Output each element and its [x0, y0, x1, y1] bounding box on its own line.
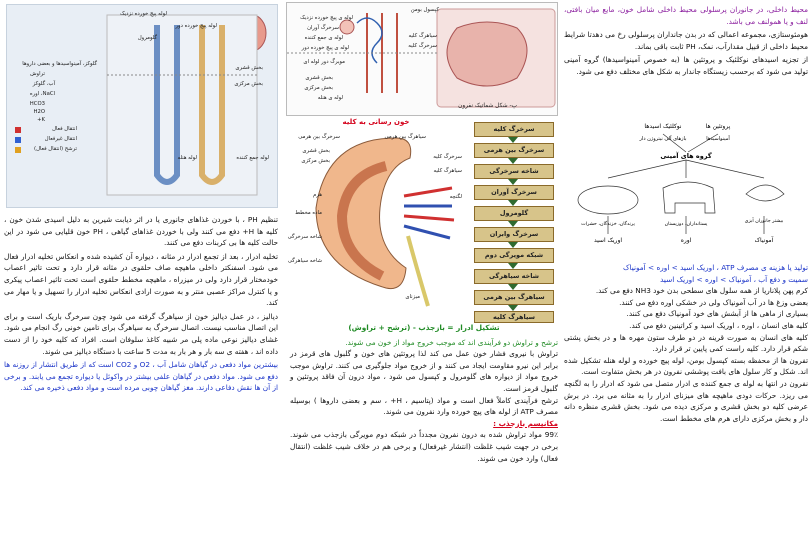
paragraph-human-kidneys: کلیه های انسان ، اوره ، اوریک اسید و کراتینین دفع می کند.	[629, 320, 808, 330]
label-renal-vein: سیاهرگ کلیه	[408, 33, 437, 39]
label-interlobar-artery: سرخرگ بین هرمی	[298, 134, 340, 140]
flow-step-7: شبکه مویرگی دوم	[474, 248, 554, 263]
label-urea: اوره	[680, 237, 692, 244]
label-afferent-arteriole: سرخرگ آوران	[307, 25, 339, 31]
label-kidney-cortex: بخش قشری	[302, 148, 330, 154]
paragraph-fish: بسیاری از ماهی ها از آبشش های خود آمونیاک دفع می کنند.	[626, 309, 808, 319]
label-distal-tubule: لوله ی پیچ خورده دور	[301, 45, 349, 51]
label-top-distal: لوله پیچ خورده دور	[175, 23, 217, 29]
paragraph-reabsorption: 99٪ مواد تراوش شده به درون نفرون مجدداً در شبکه دوم مویرگی بازجذب می شوند. برخی در جهت شیب غلظت (انتشار غیرفعال) و برخی هم در خلاف شیب غلظت (انتقال فعال) وارد خون می شوند.	[290, 430, 558, 463]
paragraph-frogs: بعضی وزغ ها در آب آمونیاک ولی در خشکی اوره دفع می کنند.	[619, 297, 808, 307]
label-nitrogen-bases: بازهای آلی نیتروژن دار	[639, 136, 687, 142]
label-bicarbonate: HCO3	[29, 101, 45, 107]
paragraph-secretion: ترشح فرآیندی کاملاً فعال است و مواد (پتاسیم ، H+ ، سم و بعضی داروها ) بوسیله مصرف ATP از لوله های پیچ خورده وارد نفرون می شوند.	[290, 395, 558, 417]
label-collecting-duct: لوله ی جمع کننده	[304, 35, 343, 41]
label-nacl-urea: NaCl، اوره	[29, 91, 55, 97]
column-right	[564, 0, 808, 543]
label-amino-acids: آمینواسیدها	[706, 136, 730, 142]
flow-step-2: سرخرگ بین هرمی	[474, 143, 554, 158]
paragraph-plant-excretion: بیشترین مواد دفعی در گیاهان شامل آب ، O2 و CO2 است که از طریق انتشار از روزنه ها دفع می شود. مواد دفعی در گیاهان علفی بیشتر در واکوئل یا دیواره تجمع می یابند. و برخی از آن ها نقش دفاعی دارند. مغز گیاهان چوبی مرده است و مواد دفعی ذخیره می کند.	[4, 360, 278, 393]
paragraph-planaria: کرم پهن پلاناریا از همه سلول های سطحی بدن خود NH3 دفع می کند.	[595, 286, 808, 296]
label-water-glucose: آب، گلوکز	[32, 81, 55, 87]
label-kidney-vein: سیاهرگ کلیه	[433, 168, 462, 174]
label-arterial-branch: شاخه سرخرگی	[287, 234, 322, 240]
nitrogen-waste-figure	[568, 118, 804, 258]
flow-step-4: سرخرگ آوران	[474, 185, 554, 200]
paragraph-amine-groups: از تجزیه اسیدهای نوکلئیک و پروتئین ها (به خصوص آمینواسیدها) گروه آمینی تولید می شود که برحسب زیستگاه جاندار به شکل های مختلف دفع می شود.	[564, 55, 808, 76]
label-cortex: بخش قشری	[305, 75, 333, 81]
label-pyramid: هرم	[313, 192, 322, 198]
blood-flow-chart	[474, 122, 554, 322]
label-bowman-capsule: کپسول بومن	[410, 7, 439, 13]
label-loop-of-henle: لوله ی هنله	[317, 95, 343, 101]
legend-active: انتقال فعال	[52, 126, 77, 132]
label-proximal-tubule: لوله ی پیچ خورده نزدیک	[300, 15, 353, 21]
label-potassium: K+	[37, 117, 45, 123]
label-kidney-medulla: بخش مرکزی	[301, 158, 330, 164]
label-top-proximal: لوله پیچ خورده نزدیک	[119, 11, 167, 17]
label-nucleic-acids: نوکلئیک اسیدها	[644, 123, 682, 130]
label-venous-branch: شاخه سیاهرگی	[287, 258, 322, 264]
label-striated-matter: ماده مخطط	[295, 210, 322, 216]
label-filtration: تراوش	[30, 71, 45, 77]
label-top-glomerulus: گلومرول	[137, 35, 157, 41]
paragraph-urination: تخلیه ادرار ، بعد از تجمع ادرار در مثانه ، دیواره آن کشیده شده و انعکاس تخلیه ادرار فعال می شود. اسفنکتر داخلی ماهیچه صاف حلقوی در مثانه قرار دارد و تحت تاثیر اعصاب خودمختار قرار دارد ولی در میزراه ، ماهیچه مخطط حلقوی است تحت تاثیر اعصاب پیکری و یا کنترل مراکز عصبی منتر و به صورت ارادی انعکاس تخلیه ادرار را تسهیل و یا مهار می کند.	[4, 251, 278, 308]
urine-formation-formula: تشکیل ادرار = بازجذب - (ترشح + تراوش)	[348, 323, 500, 332]
label-medulla: بخش مرکزی	[304, 85, 333, 91]
paragraph-dialysis: دیالیز ، در عمل دیالیز خون از سیاهرگ گرفته می شود چون سرخرگ باریک است و برای این اتصال مناسب نیست. اتصال سرخرگ به سیاهرگ برای تامین خونی رگ انجام می شود. غشای دیالیز نوعی ماده پلی مر شبیه کاغذ سلوفان است. افراد که کلیه خود را از دست داده اند ، هفته ی سه بار و هر بار به مدت 5 ساعت با دستگاه دیالیز می شوند.	[4, 311, 278, 356]
kidney-blood-figure	[286, 118, 466, 316]
column-middle	[286, 0, 560, 543]
nephron-caption: پ- شکل شماتیک نفرون	[458, 103, 517, 109]
paragraph-toxicity: سمیت و دفع آب ، آمونیاک > اوره > اوریک اسید	[660, 274, 808, 284]
label-proteins: پروتئین ها	[705, 123, 731, 130]
flow-step-9: سیاهرگ بین هرمی	[474, 290, 554, 305]
paragraph-nephrons: تفرون ها از محفظه بسته کپسول بومن، لوله پیچ خورده و لوله هنله تشکیل شده اند. شکل و کار سلول های بافت پوششی نفرون در هر بخش متفاوت است.	[564, 355, 808, 377]
label-ammonia: آمونیاک	[754, 237, 774, 244]
paragraph-kidney-position: کلیه های انسان به صورت قرینه در دو طرف ستون مهره ها و در بخش پشتی شکم قرار دارد. کلیه راست کمی پایین تر قرار دارد.	[564, 332, 808, 354]
flow-step-1: سرخرگ کلیه	[474, 122, 554, 137]
nephron-figure	[286, 2, 558, 116]
label-top-henle: لوله هنله	[177, 155, 197, 161]
label-top-collecting: لوله جمع کننده	[236, 155, 269, 161]
legend-secretion-swatch	[15, 147, 21, 153]
label-kidney-artery: سرخرگ کلیه	[433, 154, 462, 160]
paragraph-secretion-filtration: ترشح و تراوش دو فرآیندی اند که موجب خروج مواد از خون می شوند.	[345, 337, 558, 347]
flow-step-5: گلومرول	[474, 206, 554, 221]
legend-passive: انتقال غیرفعال	[44, 136, 77, 142]
label-glucose-amino: گلوکز، آمینواسیدها و بعضی داروها	[22, 61, 97, 67]
label-birds-reptiles-insects: پرندگان، خزندگان، حشرات	[581, 222, 635, 227]
label-uric-acid: اوریک اسید	[593, 237, 623, 244]
tubule-transport-figure	[6, 4, 278, 208]
legend-active-swatch	[15, 127, 21, 133]
label-mammals-amphibians: پستانداران، دوزیستان	[664, 222, 708, 227]
flow-step-10: سیاهرگ کلیه	[474, 311, 554, 323]
kidney-figure-title: خون رسانی به کلیه	[342, 118, 410, 126]
label-pelvis: لگنچه	[449, 194, 462, 200]
paragraph-collecting-duct: نفرون در انتها به لوله ی جمع کننده ی ادرار متصل می شود که ادرار را به لگنچه می ریزد. حرکات دودی ماهیچه های میزنای ادرار را به مثانه می برد. در برش عرضی کلیه دو بخش قشری و مرکزی دیده می شود. بخش قشری منظره دانه دار و بخش مرکزی دارای هرم های مخطط است.	[564, 378, 808, 423]
flow-step-8: شاخه سیاهرگی	[474, 269, 554, 284]
paragraph-atp-cost: تولید یا هزینه ی مصرف ATP ، اوریک اسید > اوره > آمونیاک	[623, 263, 808, 272]
legend-secretion: ترشح (انتقال فعال)	[34, 146, 77, 152]
label-top-medulla: بخش مرکزی	[234, 81, 263, 87]
flow-step-6: سرخرگ وابران	[474, 227, 554, 242]
label-amine-groups: گروه های آمینی	[660, 152, 712, 160]
heading-reabsorption: مکانیسم بازجذب :	[493, 418, 558, 428]
label-aquatic-animals: بیشتر جانوران آبزی	[744, 219, 784, 224]
paragraph-ph-regulation: تنظیم PH ، با خوردن غذاهای جانوری یا در اثر دیابت شیرین به دلیل اسیدی شدن خون ، کلیه ها H+ دفع می کنند ولی با خوردن غذاهای گیاهی ، PH خون قلیایی می شود در این حالت کلیه ها بی کربنات دفع می کنند.	[4, 215, 279, 248]
nitrogen-waste-diagram	[568, 118, 804, 258]
column-left	[0, 0, 282, 543]
legend-passive-swatch	[15, 137, 21, 143]
paragraph-homeostasis: هومئوستازی، مجموعه اعمالی که در بدن جانداران پرسلولی رخ می دهدتا شرایط محیط داخلی از قبیل مقدارآب، نمک، PH ثابت باقی بماند.	[564, 30, 808, 51]
label-ureter: میزنای	[405, 294, 420, 300]
label-top-cortex: بخش قشری	[235, 65, 263, 71]
label-interlobar-vein: سیاهرگ بین هرمی	[384, 134, 426, 140]
label-renal-artery: سرخرگ کلیه	[408, 43, 437, 49]
label-peritubular-capillary: مویرگ دور لوله ای	[303, 59, 345, 65]
label-water: H2O	[33, 109, 45, 115]
flow-step-3: شاخه سرخرگی	[474, 164, 554, 179]
paragraph-filtration: تراوش با نیروی فشار خون عمل می کند لذا پروتئین های خون و گلبول های قرمز در برابر این نیرو مقاومت ایجاد می کنند و از خروج مواد جلوگیری می کنند. تراوش موجب خروج مواد از دیواره های گلومرول و کپسول می شود ، مواد درون آن فاقد پروتئین و گلبول قرمز است.	[290, 349, 558, 393]
paragraph-internal-environment: محیط داخلی، در جانوران پرسلولی محیط داخلی شامل خون، مایع میان بافتی، لنف و یا همولنف می باشد.	[564, 5, 808, 26]
